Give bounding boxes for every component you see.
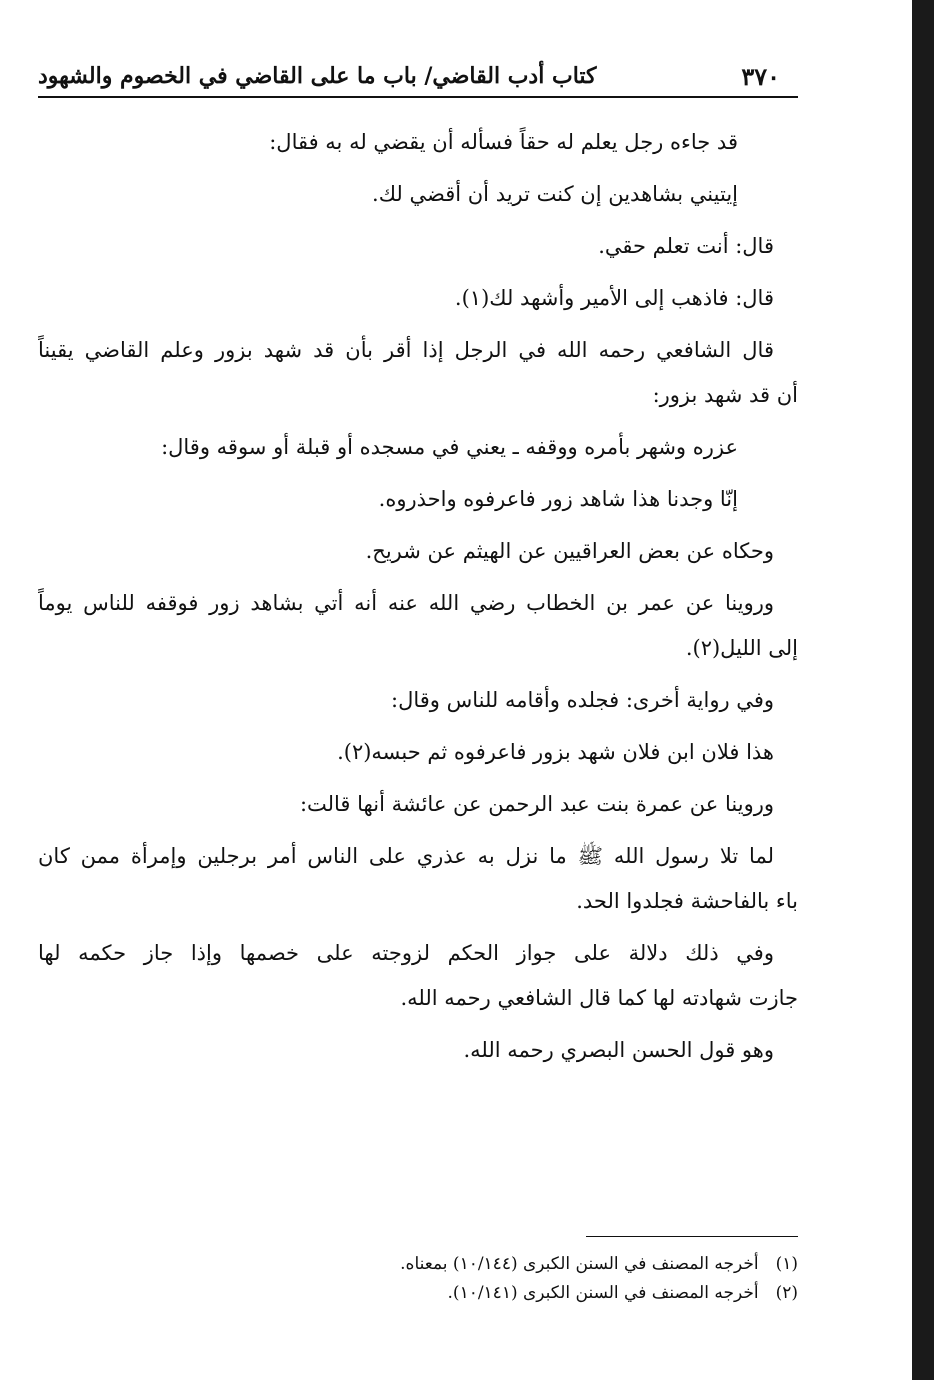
footnote-rule xyxy=(586,1236,798,1237)
paragraph xyxy=(38,931,798,1021)
footnote xyxy=(38,1250,798,1279)
header-rule xyxy=(38,96,798,98)
body-text xyxy=(38,120,798,1080)
text-line: وفي رواية أخرى: فجلده وأقامه للناس وقال: xyxy=(391,688,774,712)
paragraph xyxy=(38,425,798,470)
text-line: عزره وشهر بأمره ووقفه ـ يعني في مسجده أو قبلة أو سوقه وقال: xyxy=(161,435,738,459)
text-line: وروينا عن عمر بن الخطاب رضي الله عنه أنه أتي بشاهد زور فوقفه للناس يوماً xyxy=(38,591,774,615)
footnote-text: أخرجه المصنف في السنن الكبرى (١٠/١٤١). xyxy=(447,1283,759,1303)
text-line: هذا فلان ابن فلان شهد بزور فاعرفوه ثم حبسه(٢). xyxy=(337,740,774,764)
paragraph xyxy=(38,730,798,775)
paragraph xyxy=(38,581,798,671)
text-line: إيتيني بشاهدين إن كنت تريد أن أقضي لك. xyxy=(372,182,738,206)
footnote-number: (١) xyxy=(775,1254,798,1274)
paragraph xyxy=(38,678,798,723)
text-line: قال: فاذهب إلى الأمير وأشهد لك(١). xyxy=(454,286,774,310)
paragraph xyxy=(38,276,798,321)
text-line: أن قد شهد بزور: xyxy=(652,383,798,407)
text-line: قال الشافعي رحمه الله في الرجل إذا أقر بأن قد شهد بزور وعلم القاضي يقيناً xyxy=(38,338,774,362)
paragraph xyxy=(38,120,798,165)
paragraph xyxy=(38,529,798,574)
footnote-text: أخرجه المصنف في السنن الكبرى (١٠/١٤٤) بمعناه. xyxy=(400,1254,759,1274)
text-line: وحكاه عن بعض العراقيين عن الهيثم عن شريح. xyxy=(365,539,774,563)
paragraph xyxy=(38,172,798,217)
text-line: جازت شهادته لها كما قال الشافعي رحمه الله. xyxy=(400,986,798,1010)
running-title: كتاب أدب القاضي/ باب ما على القاضي في الخصوم والشهود xyxy=(38,63,597,89)
paragraph xyxy=(38,224,798,269)
text-line: لما تلا رسول الله ﷺ ما نزل به عذري على الناس أمر برجلين وإمرأة ممن كان xyxy=(38,844,774,868)
paragraph xyxy=(38,477,798,522)
text-line: قد جاءه رجل يعلم له حقاً فسأله أن يقضي له به فقال: xyxy=(269,130,738,154)
page-number: ٣٧٠ xyxy=(741,61,780,91)
footnote xyxy=(38,1279,798,1308)
paragraph xyxy=(38,1028,798,1073)
text-line: إلى الليل(٢). xyxy=(685,636,798,660)
text-line: إنّا وجدنا هذا شاهد زور فاعرفوه واحذروه. xyxy=(378,487,738,511)
text-line: باء بالفاحشة فجلدوا الحد. xyxy=(576,889,798,913)
paragraph xyxy=(38,782,798,827)
page-header xyxy=(38,58,798,94)
footnotes xyxy=(38,1250,798,1308)
text-line: وروينا عن عمرة بنت عبد الرحمن عن عائشة أنها قالت: xyxy=(299,792,774,816)
page-edge-shadow xyxy=(912,0,934,1380)
paragraph xyxy=(38,834,798,924)
book-page xyxy=(38,0,798,1380)
footnote-number: (٢) xyxy=(775,1283,798,1303)
text-line: وفي ذلك دلالة على جواز الحكم لزوجته على خصمها وإذا جاز حكمه لها xyxy=(38,941,774,965)
paragraph xyxy=(38,328,798,418)
text-line: قال: أنت تعلم حقي. xyxy=(598,234,774,258)
text-line: وهو قول الحسن البصري رحمه الله. xyxy=(463,1038,774,1062)
